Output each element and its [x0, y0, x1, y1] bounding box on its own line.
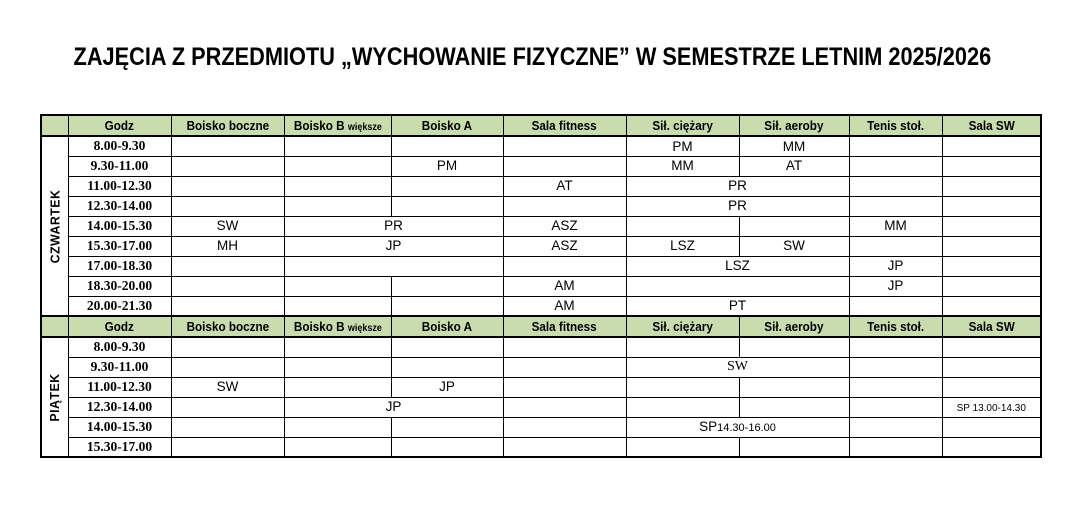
header-label-wrap [186, 319, 269, 334]
schedule-row [41, 357, 1041, 377]
time-cell: 8.00-9.30 [68, 337, 171, 357]
header-label: Sił. ciężary [652, 118, 713, 133]
cell-boisko-boczne [171, 136, 284, 156]
header-sil-ciezary [626, 115, 739, 136]
header-label-wrap [867, 319, 924, 334]
header-label: Tenis stoł. [866, 118, 924, 133]
time-cell: 17.00-18.30 [68, 256, 171, 276]
header-sala-fitness [503, 316, 626, 337]
schedule-row [41, 296, 1041, 316]
header-sala-sw [942, 115, 1041, 136]
header-label: Boisko boczne [186, 118, 269, 133]
cell-boisko-b [284, 357, 391, 377]
header-label: Sił. aeroby [764, 319, 824, 334]
cell-sala-sw [942, 176, 1041, 196]
cell-boisko-boczne [171, 377, 284, 397]
schedule-row [41, 196, 1041, 216]
cell-tenis-stol [849, 256, 942, 276]
cell-sil-ciezary [626, 357, 849, 377]
cell-sil-ciezary [626, 276, 849, 296]
cell-sil-ciezary [626, 337, 739, 357]
time-cell: 15.30-17.00 [68, 236, 171, 256]
cell-boisko-b [284, 256, 503, 276]
cell-boisko-b [284, 397, 503, 417]
header-label: Boisko A [421, 118, 473, 133]
cell-text: PT [728, 298, 747, 313]
cell-tenis-stol [849, 136, 942, 156]
cell-sala-sw [942, 337, 1041, 357]
cell-boisko-boczne [171, 337, 284, 357]
cell-text: SW [727, 359, 748, 374]
time-cell: 14.00-15.30 [68, 417, 171, 437]
cell-sala-sw [942, 256, 1041, 276]
schedule-row [41, 337, 1041, 357]
cell-boisko-b [284, 176, 391, 196]
cell-text: JP [385, 238, 402, 254]
cell-sala-fitness [503, 337, 626, 357]
header-sala-fitness [503, 115, 626, 136]
cell-sil-ciezary [626, 136, 739, 156]
cell-suffix-text: 14.30-16.00 [717, 422, 776, 434]
schedule-row [41, 156, 1041, 176]
header-label: Sala SW [968, 319, 1015, 334]
header-sil-aeroby [739, 316, 849, 337]
time-cell: 18.30-20.00 [68, 276, 171, 296]
time-cell: 11.00-12.30 [68, 377, 171, 397]
cell-sil-aeroby [739, 337, 849, 357]
header-label-wrap [764, 319, 823, 334]
cell-tenis-stol [849, 397, 942, 417]
cell-sala-fitness [503, 276, 626, 296]
time-cell: 14.00-15.30 [68, 216, 171, 236]
header-boisko-boczne [171, 115, 284, 136]
header-label-wrap [105, 118, 134, 133]
cell-boisko-a [391, 196, 503, 216]
header-label-wrap [532, 319, 597, 334]
time-cell: 11.00-12.30 [68, 176, 171, 196]
header-label: Sił. ciężary [652, 319, 713, 334]
cell-boisko-a [391, 276, 503, 296]
cell-boisko-b [284, 437, 391, 457]
cell-tenis-stol [849, 296, 942, 316]
cell-tenis-stol [849, 377, 942, 397]
cell-text: JP [385, 399, 402, 415]
cell-sala-fitness [503, 437, 626, 457]
header-label-wrap [652, 319, 712, 334]
cell-sil-ciezary [626, 417, 849, 437]
schedule-row [41, 437, 1041, 457]
header-boisko-a [391, 115, 503, 136]
cell-text: JP [439, 379, 455, 395]
cell-sala-sw [942, 276, 1041, 296]
cell-boisko-b [284, 276, 391, 296]
cell-boisko-boczne [171, 176, 284, 196]
header-boisko-b [284, 316, 391, 337]
cell-text: SW [783, 238, 805, 254]
cell-sil-aeroby [739, 397, 849, 417]
header-label-wrap [968, 319, 1014, 334]
cell-tenis-stol [849, 417, 942, 437]
cell-sala-sw [942, 397, 1041, 417]
cell-sala-fitness [503, 176, 626, 196]
header-godz [68, 316, 171, 337]
cell-text: JP [887, 258, 904, 274]
cell-sala-fitness [503, 397, 626, 417]
day-label: CZWARTEK [47, 189, 63, 263]
cell-sil-ciezary [626, 236, 739, 256]
cell-sil-ciezary [626, 397, 739, 417]
page-title-text: ZAJĘCIA Z PRZEDMIOTU „WYCHOWANIE FIZYCZNE” W SEMESTRZE LETNIM 2025/2026 [73, 43, 992, 71]
cell-sil-aeroby [739, 236, 849, 256]
cell-sil-ciezary [626, 156, 739, 176]
cell-boisko-b [284, 136, 391, 156]
header-sil-ciezary [626, 316, 739, 337]
time-cell: 12.30-14.00 [68, 196, 171, 216]
cell-text: LSZ [725, 258, 750, 274]
cell-boisko-a [391, 156, 503, 176]
header-tenis-stol [849, 115, 942, 136]
cell-text: ASZ [551, 218, 578, 234]
day-label-wrap [42, 338, 68, 456]
cell-boisko-b [284, 337, 391, 357]
cell-sala-sw [942, 196, 1041, 216]
cell-tenis-stol [849, 216, 942, 236]
cell-text: PR [728, 178, 747, 194]
day-label: PIĄTEK [47, 372, 63, 422]
cell-sil-ciezary [626, 176, 849, 196]
header-label-wrap [422, 118, 472, 133]
cell-text: PR [728, 198, 747, 214]
cell-text: SW [216, 379, 239, 395]
header-label-wrap [105, 319, 134, 334]
header-boisko-boczne [171, 316, 284, 337]
header-label-wrap [652, 118, 712, 133]
cell-boisko-boczne [171, 437, 284, 457]
cell-sil-ciezary [626, 377, 739, 397]
cell-tenis-stol [849, 236, 942, 256]
cell-boisko-boczne [171, 196, 284, 216]
cell-boisko-b [284, 417, 391, 437]
header-label-wrap [186, 118, 269, 133]
header-godz [68, 115, 171, 136]
cell-text: SP [699, 419, 718, 434]
cell-sala-fitness [503, 417, 626, 437]
cell-boisko-boczne [171, 216, 284, 236]
cell-boisko-b [284, 377, 391, 397]
cell-text: PM [436, 158, 458, 174]
header-label-wrap [764, 118, 823, 133]
cell-tenis-stol [849, 276, 942, 296]
cell-sil-ciezary [626, 437, 739, 457]
cell-boisko-boczne [171, 256, 284, 276]
cell-text: MM [884, 218, 907, 234]
schedule-row [41, 236, 1041, 256]
cell-sala-fitness [503, 357, 626, 377]
cell-boisko-b [284, 296, 391, 316]
header-sublabel: większe [347, 323, 382, 334]
cell-sil-aeroby [739, 136, 849, 156]
header-label: Sala fitness [531, 118, 598, 133]
schedule-row [41, 216, 1041, 236]
cell-boisko-b [284, 236, 503, 256]
cell-sala-sw [942, 216, 1041, 236]
cell-text: AM [554, 298, 575, 313]
cell-tenis-stol [849, 156, 942, 176]
header-label: Boisko boczne [186, 319, 269, 334]
header-tenis-stol [849, 316, 942, 337]
cell-boisko-a [391, 296, 503, 316]
header-label-wrap [532, 118, 597, 133]
cell-tenis-stol [849, 196, 942, 216]
schedule-row [41, 176, 1041, 196]
cell-boisko-a [391, 357, 503, 377]
page-title [0, 44, 1065, 72]
cell-boisko-a [391, 136, 503, 156]
cell-boisko-boczne [171, 236, 284, 256]
cell-tenis-stol [849, 437, 942, 457]
cell-text: SW [216, 218, 239, 234]
cell-sil-aeroby [739, 377, 849, 397]
time-cell: 9.30-11.00 [68, 156, 171, 176]
header-label-wrap [867, 118, 924, 133]
cell-sala-fitness [503, 296, 626, 316]
cell-boisko-b [284, 156, 391, 176]
cell-boisko-boczne [171, 417, 284, 437]
cell-boisko-a [391, 337, 503, 357]
cell-sala-sw [942, 236, 1041, 256]
cell-boisko-boczne [171, 276, 284, 296]
cell-text: ASZ [551, 238, 578, 254]
time-cell: 20.00-21.30 [68, 296, 171, 316]
cell-sala-fitness [503, 156, 626, 176]
time-cell: 15.30-17.00 [68, 437, 171, 457]
header-boisko-b [284, 115, 391, 136]
day-label-wrap [42, 137, 68, 315]
header-sala-sw [942, 316, 1041, 337]
cell-text: PR [384, 218, 403, 234]
header-label-wrap [293, 118, 381, 133]
cell-sil-ciezary [626, 256, 849, 276]
cell-boisko-a [391, 417, 503, 437]
time-cell: 12.30-14.00 [68, 397, 171, 417]
cell-sala-sw [942, 377, 1041, 397]
schedule-row [41, 397, 1041, 417]
header-label-wrap [422, 319, 472, 334]
cell-text: LSZ [670, 238, 695, 254]
time-cell: 8.00-9.30 [68, 136, 171, 156]
header-day-corner [41, 115, 68, 136]
cell-sil-aeroby [739, 216, 849, 236]
header-label: Sala SW [968, 118, 1015, 133]
header-sublabel: większe [347, 122, 382, 133]
cell-text: SP 13.00-14.30 [956, 403, 1026, 414]
header-label: Godz [104, 118, 135, 133]
cell-boisko-boczne [171, 296, 284, 316]
cell-boisko-boczne [171, 397, 284, 417]
header-label: Boisko A [421, 319, 473, 334]
cell-sala-fitness [503, 256, 626, 276]
cell-sil-ciezary [626, 216, 739, 236]
cell-text: MH [217, 238, 238, 254]
cell-sala-sw [942, 296, 1041, 316]
cell-tenis-stol [849, 337, 942, 357]
header-label: Boisko B [293, 118, 345, 133]
header-label: Boisko B [293, 319, 345, 334]
header-boisko-a [391, 316, 503, 337]
cell-sala-fitness [503, 236, 626, 256]
schedule-row [41, 256, 1041, 276]
cell-text: AT [556, 178, 573, 194]
cell-boisko-b [284, 196, 391, 216]
cell-sala-fitness [503, 196, 626, 216]
header-day-corner [41, 316, 68, 337]
cell-boisko-b [284, 216, 503, 236]
cell-sala-fitness [503, 136, 626, 156]
header-label: Tenis stoł. [866, 319, 924, 334]
cell-boisko-boczne [171, 156, 284, 176]
header-label-wrap [293, 319, 381, 334]
cell-tenis-stol [849, 176, 942, 196]
cell-sala-sw [942, 417, 1041, 437]
cell-text: AM [554, 278, 575, 294]
cell-boisko-a [391, 176, 503, 196]
header-label: Sił. aeroby [764, 118, 824, 133]
schedule-row [41, 417, 1041, 437]
cell-boisko-boczne [171, 357, 284, 377]
schedule-table [40, 114, 1042, 458]
cell-sala-sw [942, 156, 1041, 176]
header-row [41, 115, 1041, 136]
header-sil-aeroby [739, 115, 849, 136]
cell-boisko-a [391, 377, 503, 397]
cell-text: MM [671, 158, 694, 174]
header-row [41, 316, 1041, 337]
cell-sala-fitness [503, 216, 626, 236]
header-label: Sala fitness [531, 319, 598, 334]
cell-tenis-stol [849, 357, 942, 377]
schedule-row [41, 276, 1041, 296]
cell-sala-sw [942, 136, 1041, 156]
schedule-row [41, 136, 1041, 156]
header-label-wrap [968, 118, 1014, 133]
cell-sala-fitness [503, 377, 626, 397]
cell-sil-aeroby [739, 156, 849, 176]
day-cell [41, 337, 68, 457]
cell-boisko-a [391, 437, 503, 457]
cell-sil-ciezary [626, 296, 849, 316]
cell-text: MM [782, 138, 806, 154]
cell-text: AT [785, 158, 803, 174]
cell-sil-aeroby [739, 437, 849, 457]
cell-text: JP [887, 278, 904, 294]
time-cell: 9.30-11.00 [68, 357, 171, 377]
header-label: Godz [104, 319, 135, 334]
cell-sil-ciezary [626, 196, 849, 216]
day-cell [41, 136, 68, 316]
cell-text: PM [672, 138, 693, 154]
schedule-row [41, 377, 1041, 397]
cell-sala-sw [942, 357, 1041, 377]
cell-sala-sw [942, 437, 1041, 457]
